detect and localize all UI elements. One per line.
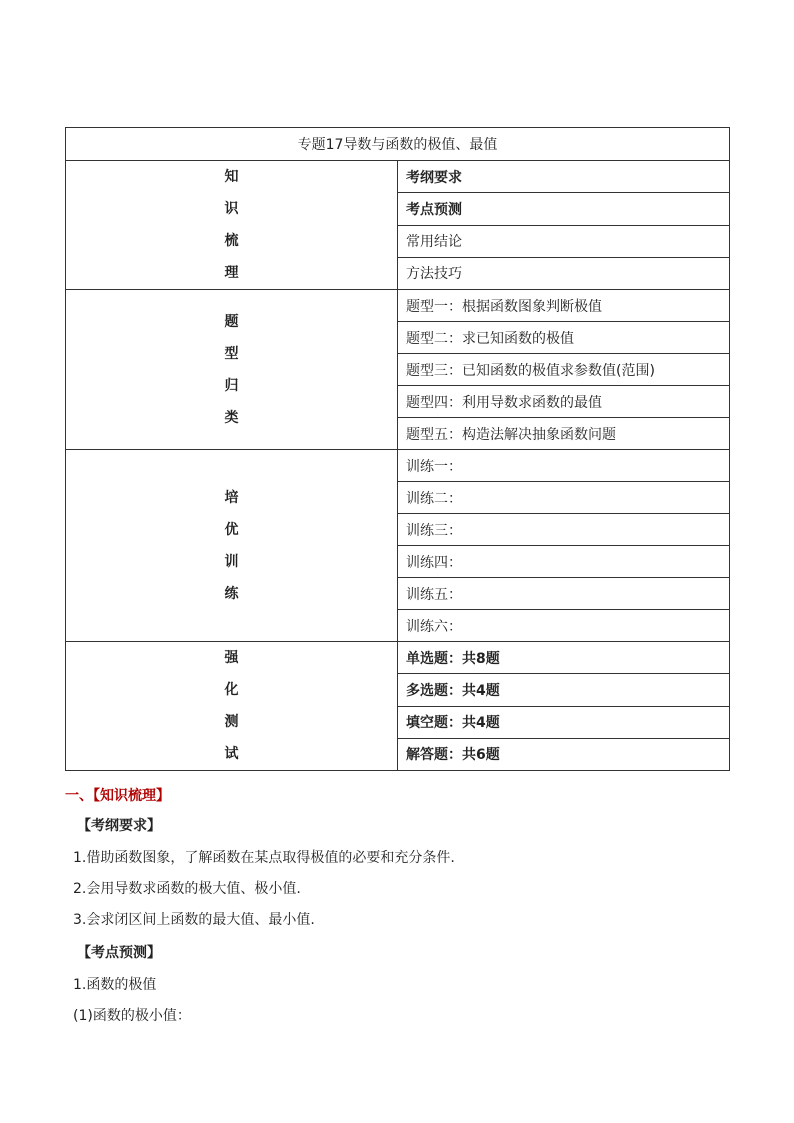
table-title: 专题17导数与函数的极值、最值 [66, 128, 730, 161]
section-label: 题 型 归 类 [66, 290, 398, 450]
section-label: 强 化 测 试 [66, 642, 398, 771]
subheading-requirements: 【考纲要求】 [77, 818, 161, 834]
table-row: 题型一：根据函数图象判断极值 [398, 290, 730, 322]
table-row: 训练一： [398, 450, 730, 482]
table-row: 题型四：利用导数求函数的最值 [398, 386, 730, 418]
table-row: 单选题：共8题 [398, 642, 730, 674]
table-row: 题型三：已知函数的极值求参数值(范围) [398, 354, 730, 386]
section-label: 培 优 训 练 [66, 450, 398, 642]
section-label: 知 识 梳 理 [66, 161, 398, 290]
table-row: 考点预测 [398, 193, 730, 225]
table-row: 考纲要求 [398, 161, 730, 193]
paragraph: 1.函数的极值 [73, 977, 157, 993]
paragraph: 1.借助函数图象，了解函数在某点取得极值的必要和充分条件. [73, 850, 455, 866]
table-row: 题型五：构造法解决抽象函数问题 [398, 418, 730, 450]
outline-table [65, 127, 730, 771]
table-row: 训练三： [398, 514, 730, 546]
table-row: 方法技巧 [398, 257, 730, 289]
document-body [65, 783, 730, 1032]
table-row: 训练五： [398, 578, 730, 610]
table-row: 多选题：共4题 [398, 674, 730, 706]
table-row: 填空题：共4题 [398, 706, 730, 738]
paragraph: 3.会求闭区间上函数的最大值、最小值. [73, 912, 315, 928]
table-row: 训练四： [398, 546, 730, 578]
section-heading: 一、【知识梳理】 [65, 788, 170, 804]
table-row: 常用结论 [398, 225, 730, 257]
table-row: 训练六： [398, 610, 730, 642]
paragraph: 2.会用导数求函数的极大值、极小值. [73, 881, 301, 897]
table-row: 训练二： [398, 482, 730, 514]
subheading-predictions: 【考点预测】 [77, 945, 161, 961]
table-row: 题型二：求已知函数的极值 [398, 322, 730, 354]
table-row: 解答题：共6题 [398, 738, 730, 770]
paragraph: (1)函数的极小值： [73, 1008, 191, 1024]
